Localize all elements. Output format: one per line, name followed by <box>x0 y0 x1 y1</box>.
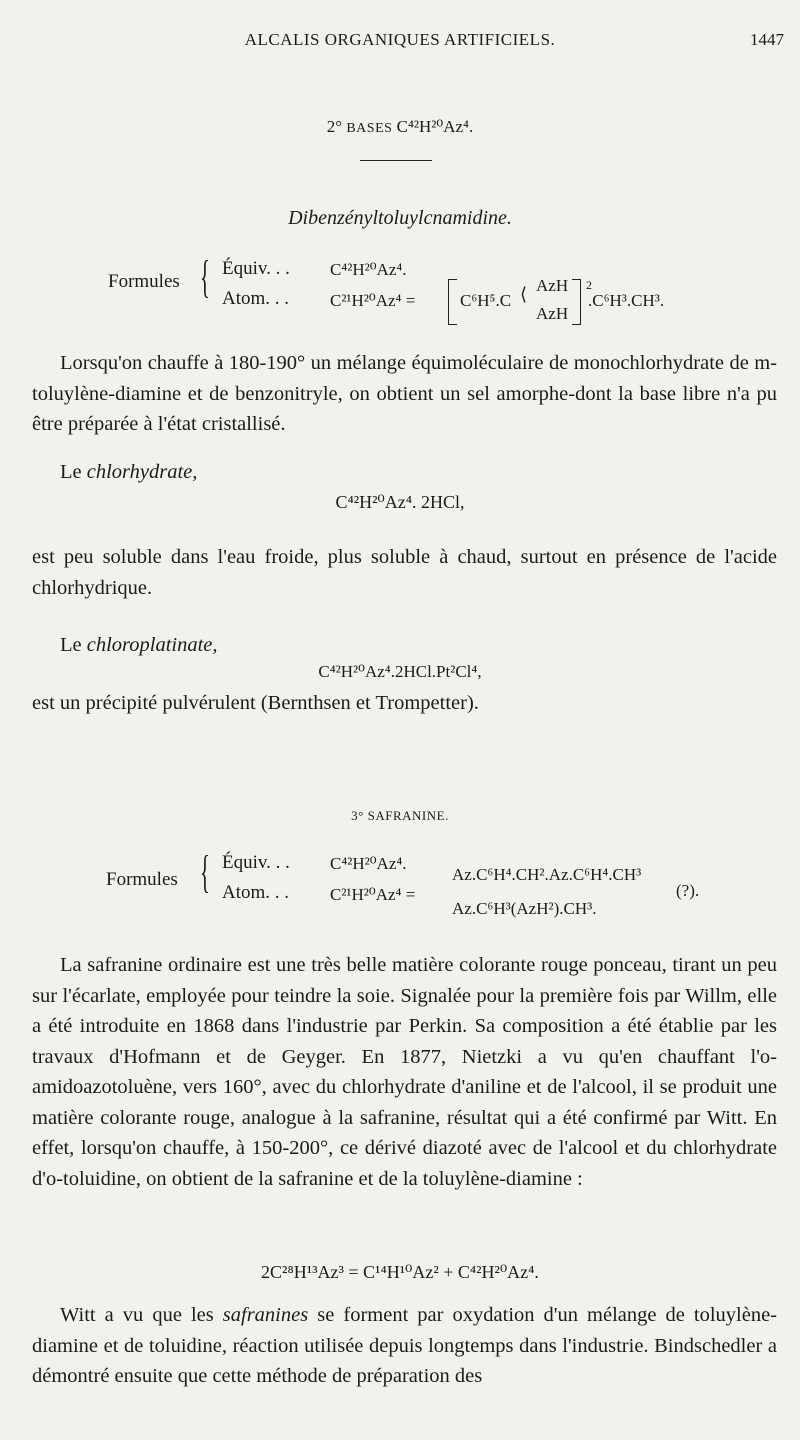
brace-2: { <box>200 846 210 897</box>
section-formula: C⁴²H²⁰Az⁴. <box>396 117 474 136</box>
chloroplatinate-text: est un précipité pulvérulent (Bernthsen et Trompetter). <box>32 692 479 714</box>
atom-group-bottom: AzH <box>536 304 569 323</box>
paragraph-3: Witt a vu que les safranines se forment par oxydation d'un mélange de toluylène-diamine et de toluidine, réaction utilisée depuis longtemps dans l'industrie. Bindschedler a démontré ensuite que cette méthode de préparation des <box>32 1304 778 1387</box>
right-bracket <box>572 279 581 325</box>
equiv-label: Équiv. . . <box>222 258 290 279</box>
paragraph-1: Lorsqu'on chauffe à 180-190° un mélange équimoléculaire de monochlorhydrate de m-toluylène-diamine et de benzonitryle, on obtient un sel amorphe-dont la base libre n'a pu être préparée à l'état cristallisé. <box>32 352 777 435</box>
atom-group: C⁶H⁵.C <box>460 291 512 310</box>
chlorhydrate-heading: Le chlorhydrate, <box>60 461 198 483</box>
section-number: 2° <box>326 117 343 136</box>
chloroplatinate-heading: Le chloroplatinate, <box>60 634 218 656</box>
formules-label-2: Formules <box>106 869 178 890</box>
atom-label-2: Atom. . . <box>222 882 290 903</box>
equiv-label-2: Équiv. . . <box>222 852 290 873</box>
equiv-formula-2: C⁴²H²⁰Az⁴. <box>330 854 407 873</box>
chlorhydrate-formula: C⁴²H²⁰Az⁴. 2HCl, <box>335 492 465 512</box>
reaction-equation: 2C²⁸H¹³Az³ = C¹⁴H¹⁰Az² + C⁴²H²⁰Az⁴. <box>261 1262 539 1282</box>
chloroplatinate-formula: C⁴²H²⁰Az⁴.2HCl.Pt²Cl⁴, <box>318 662 482 681</box>
left-bracket <box>448 279 457 325</box>
page-number: 1447 <box>750 30 784 49</box>
paragraph-2: La safranine ordinaire est une très belle matière colorante rouge ponceau, tirant un peu sur l'écarlate, employée pour teindre la soie. Signalée pour la première fois par Willm, elle a été introduite en 1868 dans l'industrie par Perkin. Sa composition a été établie par les travaux d'Hofmann et de Geyger. En 1877, Nietzki a vu qu'en chauffant l'o-amidoazotoluène, vers 160°, avec du chlorhydrate d'aniline et de l'alcool, il se produit une matière colorante rouge, analogue à la safranine, résultat qui a été confirmé par Witt. En effet, lorsqu'on chauffe, à 150-200°, ce dérivé diazoté avec de l'alcool et du chlorhydrate d'o-toluidine, on obtient de la safranine et de la toluylène-diamine : <box>32 954 777 1190</box>
section-word: BASES <box>346 121 393 136</box>
bracket-exponent: 2 <box>586 278 592 292</box>
formules-label: Formules <box>108 271 180 292</box>
section-heading-bases <box>0 117 800 137</box>
running-header <box>0 30 800 54</box>
brace: { <box>200 251 210 302</box>
bond-lines: ⟨ <box>520 284 528 304</box>
query-mark: (?). <box>676 881 700 900</box>
equiv-formula: C⁴²H²⁰Az⁴. <box>330 260 407 279</box>
atom-label: Atom. . . <box>222 288 290 309</box>
fraction-top: Az.C⁶H⁴.CH².Az.C⁶H⁴.CH³ <box>452 865 642 884</box>
atom-formula: C²¹H²⁰Az⁴ = <box>330 291 416 310</box>
atom-formula-2: C²¹H²⁰Az⁴ = <box>330 885 416 904</box>
fraction-bottom: Az.C⁶H³(AzH²).CH³. <box>452 899 597 918</box>
running-title: ALCALIS ORGANIQUES ARTIFICIELS. <box>244 30 556 49</box>
compound-title: Dibenzényltoluylcnamidine. <box>288 207 512 229</box>
atom-tail: .C⁶H³.CH³. <box>588 291 665 310</box>
section-heading-safranine: 3° SAFRANINE. <box>351 808 449 823</box>
section-divider <box>360 160 432 161</box>
chlorhydrate-text: est peu soluble dans l'eau froide, plus soluble à chaud, surtout en présence de l'acide chlorhydrique. <box>32 546 777 599</box>
atom-group-top: AzH <box>536 276 569 295</box>
